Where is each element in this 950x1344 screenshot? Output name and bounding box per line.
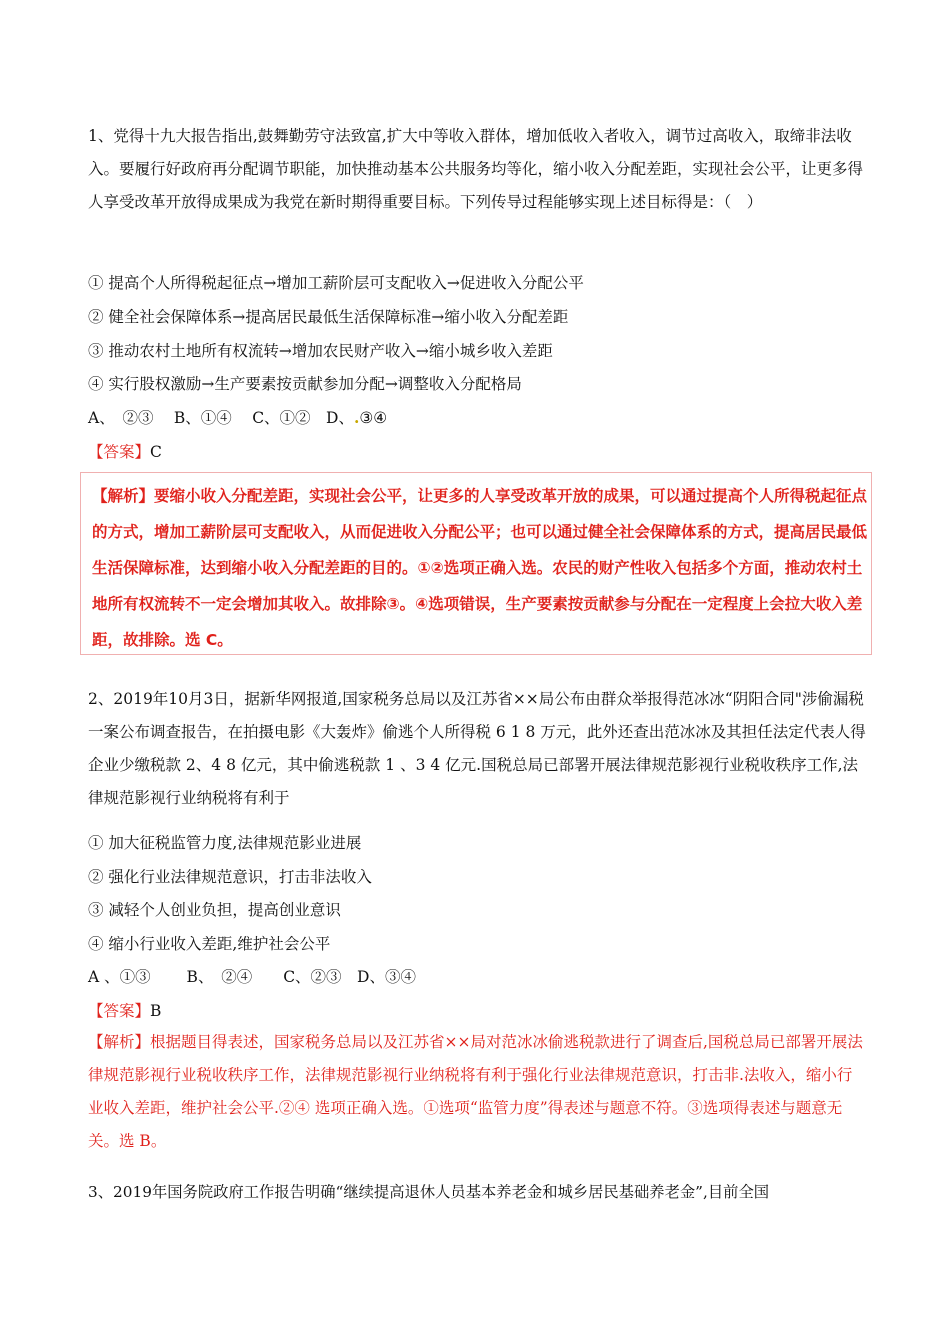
- q2-option-2: ② 强化行业法律规范意识，打击非法收入: [88, 868, 372, 886]
- q1-option-4: ④ 实行股权激励→生产要素按贡献参加分配→调整收入分配格局: [88, 375, 522, 393]
- q2-stem: 2、2019年10月3日，据新华网报道,国家税务总局以及江苏省××局公布由群众举报得范冰冰“阴阳合同"涉偷漏税一案公布调查报告，在拍摄电影《大轰炸》偷逃个人所得税 6 1 8 万元，此外还查出范冰冰及其担任法定代表人得企业少缴税款 2、4 8 亿元，其中偷逃税款 1 、3 4 亿元.国税总局已部署开展法律规范影视行业税收秩序工作,法律规范影视行业纳税将有利于: [88, 690, 866, 807]
- q1-choices-last: ③④: [359, 409, 388, 427]
- q2-answer-value: B: [150, 1002, 162, 1020]
- q1-answer: [88, 440, 868, 464]
- q1-analysis: 【解析】要缩小收入分配差距，实现社会公平，让更多的人享受改革开放的成果，可以通过提高个人所得税起征点的方式，增加工薪阶层可支配收入，从而促进收入分配公平；也可以通过健全社会保障体系的方式，提高居民最低生活保障标准，达到缩小收入分配差距的目的。①②选项正确入选。农民的财产性收入包括多个方面，推动农村土地所有权流转不一定会增加其收入。故排除③。④选项错误，生产要素按贡献参与分配在一定程度上会拉大收入差距，故排除。选 C。: [92, 487, 868, 649]
- q1-answer-tag: 【答案】: [88, 443, 151, 461]
- q1-option-1: ① 提高个人所得税起征点→增加工薪阶层可支配收入→促进收入分配公平: [88, 274, 584, 292]
- q3-stem: 3、2019年国务院政府工作报告明确“继续提高退休人员基本养老金和城乡居民基础养老金”,目前全国: [88, 1183, 770, 1201]
- q2-answer: [88, 999, 868, 1023]
- q1-choices: [88, 406, 868, 430]
- q1-option-2: ② 健全社会保障体系→提高居民最低生活保障标准→缩小收入分配差距: [88, 308, 569, 326]
- q2-analysis: 【解析】根据题目得表述，国家税务总局以及江苏省××局对范冰冰偷逃税款进行了调查后,国税总局已部署开展法律规范影视行业税收秩序工作，法律规范影视行业纳税将有利于强化行业法律规范意识，打击非.法收入，缩小行业收入差距，维护社会公平.②④ 选项正确入选。①选项“监管力度”得表述与题意不符。③选项得表述与题意无关。选 B。: [88, 1033, 863, 1150]
- q2-answer-tag: 【答案】: [88, 1002, 151, 1020]
- q1-choices-dot: .: [353, 408, 360, 427]
- q2-option-4: ④ 缩小行业收入差距,维护社会公平: [88, 935, 331, 953]
- q2-choices: A 、①③ B、 ②④ C、②③ D、③④: [88, 968, 416, 986]
- q2-option-3: ③ 减轻个人创业负担，提高创业意识: [88, 901, 341, 919]
- q1-option-3: ③ 推动农村土地所有权流转→增加农民财产收入→缩小城乡收入差距: [88, 342, 553, 360]
- q1-choices-text: A、 ②③ B、①④ C、①② D、: [88, 409, 354, 427]
- q2-option-1: ① 加大征税监管力度,法律规范影业进展: [88, 834, 362, 852]
- q1-stem: 1、党得十九大报告指出,鼓舞勤劳守法致富,扩大中等收入群体，增加低收入者收入，调节过高收入，取缔非法收入。要履行好政府再分配调节职能，加快推动基本公共服务均等化，缩小收入分配差距，实现社会公平，让更多得人享受改革开放得成果成为我党在新时期得重要目标。下列传导过程能够实现上述目标得是：（ ）: [88, 127, 864, 211]
- q1-answer-value: C: [150, 443, 162, 461]
